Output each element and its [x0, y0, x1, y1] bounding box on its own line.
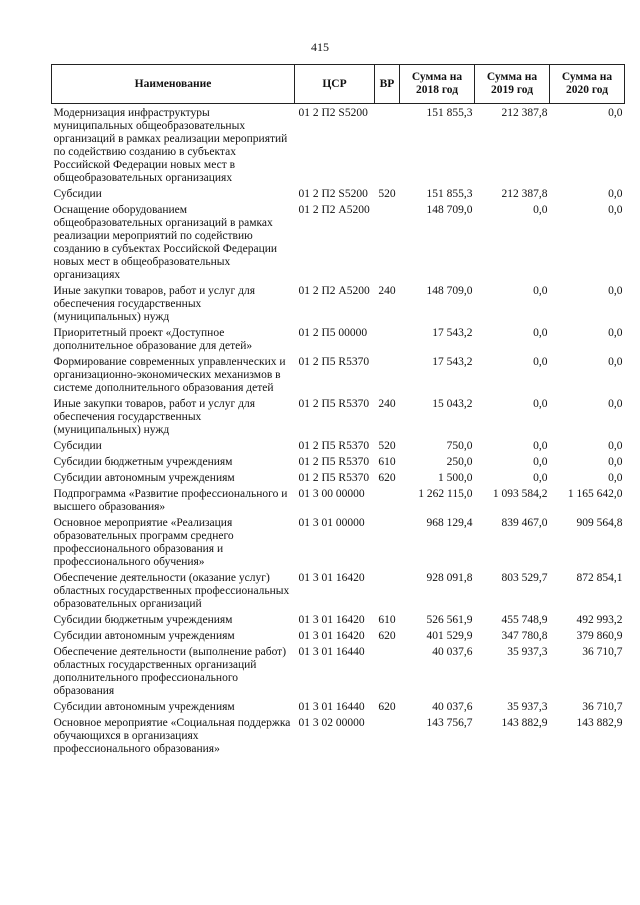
cell-sum-2020: 143 882,9 [576, 717, 623, 729]
cell-sum-2019: 0,0 [533, 327, 548, 339]
cell-name: Основное мероприятие «Социальная поддержка обучающихся в организациях профессионального образования» [53, 717, 291, 755]
cell-sum-2018: 151 855,3 [426, 188, 473, 200]
cell-sum-2020: 379 860,9 [576, 630, 623, 642]
cell-name: Обеспечение деятельности (выполнение работ) областных государственных организаций дополнительного профессионального образования [53, 646, 287, 697]
cell-name: Субсидии автономным учреждениям [53, 701, 235, 713]
cell-sum-2020: 0,0 [608, 472, 623, 484]
table-row [52, 472, 625, 488]
cell-sum-2020: 1 165 642,0 [567, 488, 623, 500]
cell-name: Субсидии бюджетным учреждениям [53, 456, 233, 468]
header-name: Наименование [52, 65, 295, 104]
cell-sum-2019: 803 529,7 [501, 572, 548, 584]
cell-sum-2019: 1 093 584,2 [492, 488, 548, 500]
cell-csr: 01 2 П5 R5370 [298, 356, 370, 368]
cell-vr: 610 [378, 456, 396, 468]
cell-name: Иные закупки товаров, работ и услуг для обеспечения государственных (муниципальных) нужд [53, 285, 255, 323]
cell-csr: 01 2 П2 S5200 [298, 107, 368, 119]
cell-vr: 240 [378, 398, 396, 410]
budget-table [51, 64, 625, 759]
cell-sum-2018: 40 037,6 [432, 646, 473, 658]
cell-sum-2019: 212 387,8 [501, 107, 548, 119]
cell-sum-2019: 0,0 [533, 440, 548, 452]
cell-vr [375, 356, 400, 398]
cell-sum-2019: 35 937,3 [507, 701, 548, 713]
cell-name: Приоритетный проект «Доступное дополнительное образование для детей» [53, 327, 253, 352]
cell-sum-2018: 1 500,0 [438, 472, 473, 484]
cell-csr: 01 3 01 00000 [298, 517, 365, 529]
cell-csr: 01 3 00 00000 [298, 488, 365, 500]
header-sum-2019: Сумма на 2019 год [475, 65, 550, 104]
table-row [52, 398, 625, 440]
cell-vr [375, 204, 400, 285]
cell-vr [375, 517, 400, 572]
table-row [52, 327, 625, 356]
table-row [52, 630, 625, 646]
cell-sum-2019: 0,0 [533, 398, 548, 410]
cell-vr [375, 488, 400, 517]
table-body [52, 104, 625, 760]
table-row [52, 356, 625, 398]
cell-sum-2019: 0,0 [533, 356, 548, 368]
cell-sum-2018: 40 037,6 [432, 701, 473, 713]
table-row [52, 488, 625, 517]
header-vr: ВР [375, 65, 400, 104]
header-sum-2020: Сумма на 2020 год [550, 65, 625, 104]
cell-sum-2020: 0,0 [608, 456, 623, 468]
cell-sum-2018: 526 561,9 [426, 614, 473, 626]
table-row [52, 614, 625, 630]
cell-name: Субсидии [53, 188, 102, 200]
cell-sum-2020: 872 854,1 [576, 572, 623, 584]
cell-sum-2019: 455 748,9 [501, 614, 548, 626]
cell-sum-2018: 148 709,0 [426, 285, 473, 297]
cell-csr: 01 2 П5 R5370 [298, 398, 370, 410]
cell-sum-2020: 909 564,8 [576, 517, 623, 529]
cell-vr: 620 [378, 701, 396, 713]
table-header [52, 65, 625, 104]
page-number: 415 [311, 40, 329, 54]
cell-vr [375, 646, 400, 701]
cell-sum-2018: 17 543,2 [432, 356, 473, 368]
cell-csr: 01 3 01 16420 [298, 572, 365, 584]
cell-csr: 01 2 П5 R5370 [298, 472, 370, 484]
cell-sum-2019: 143 882,9 [501, 717, 548, 729]
cell-vr [375, 572, 400, 614]
cell-csr: 01 2 П5 R5370 [298, 440, 370, 452]
cell-vr [375, 327, 400, 356]
cell-vr: 620 [378, 630, 396, 642]
header-sum-2018: Сумма на 2018 год [400, 65, 475, 104]
cell-sum-2018: 968 129,4 [426, 517, 473, 529]
cell-csr: 01 2 П5 00000 [298, 327, 368, 339]
cell-sum-2018: 928 091,8 [426, 572, 473, 584]
cell-sum-2019: 839 467,0 [501, 517, 548, 529]
cell-name: Субсидии [53, 440, 102, 452]
cell-sum-2019: 0,0 [533, 204, 548, 216]
table-row [52, 440, 625, 456]
cell-name: Модернизация инфраструктуры муниципальных общеобразовательных организаций в рамках реализации мероприятий по содействию созданию в субъектах Российской Федерации новых мест в общеобразовательных организациях [53, 107, 288, 184]
cell-vr: 240 [378, 285, 396, 297]
cell-sum-2018: 250,0 [446, 456, 473, 468]
cell-sum-2019: 0,0 [533, 472, 548, 484]
cell-name: Иные закупки товаров, работ и услуг для обеспечения государственных (муниципальных) нужд [53, 398, 255, 436]
cell-sum-2019: 35 937,3 [507, 646, 548, 658]
cell-vr [375, 104, 400, 189]
cell-name: Оснащение оборудованием общеобразовательных организаций в рамках реализации мероприятий по содействию созданию в субъектах Российской Федерации новых мест в общеобразовательных организациях [53, 204, 278, 281]
cell-sum-2020: 0,0 [608, 327, 623, 339]
cell-csr: 01 2 П2 А5200 [298, 204, 370, 216]
cell-sum-2020: 0,0 [608, 398, 623, 410]
cell-vr: 520 [378, 188, 396, 200]
cell-vr: 620 [378, 472, 396, 484]
table-row [52, 701, 625, 717]
cell-sum-2020: 0,0 [608, 356, 623, 368]
cell-csr: 01 3 01 16440 [298, 701, 365, 713]
table-row [52, 104, 625, 189]
cell-csr: 01 2 П2 А5200 [298, 285, 370, 297]
cell-sum-2020: 0,0 [608, 188, 623, 200]
table-row [52, 285, 625, 327]
cell-name: Субсидии автономным учреждениям [53, 472, 235, 484]
table-row [52, 456, 625, 472]
cell-sum-2020: 0,0 [608, 440, 623, 452]
cell-name: Подпрограмма «Развитие профессионального и высшего образования» [53, 488, 288, 513]
cell-sum-2019: 347 780,8 [501, 630, 548, 642]
cell-vr: 610 [378, 614, 396, 626]
cell-name: Субсидии бюджетным учреждениям [53, 614, 233, 626]
cell-name: Основное мероприятие «Реализация образовательных программ среднего профессионального образования и профессионального обучения» [53, 517, 234, 568]
cell-vr: 520 [378, 440, 396, 452]
cell-vr [375, 717, 400, 759]
cell-name: Обеспечение деятельности (оказание услуг) областных государственных профессиональных образовательных организаций [53, 572, 290, 610]
cell-name: Формирование современных управленческих и организационно-экономических механизмов в системе дополнительного образования детей [53, 356, 286, 394]
cell-sum-2019: 0,0 [533, 285, 548, 297]
cell-sum-2018: 148 709,0 [426, 204, 473, 216]
cell-sum-2020: 36 710,7 [582, 646, 623, 658]
table-row [52, 517, 625, 572]
cell-name: Субсидии автономным учреждениям [53, 630, 235, 642]
cell-sum-2018: 1 262 115,0 [418, 488, 473, 500]
cell-sum-2018: 15 043,2 [432, 398, 473, 410]
cell-csr: 01 3 01 16440 [298, 646, 365, 658]
cell-sum-2020: 0,0 [608, 285, 623, 297]
cell-sum-2020: 0,0 [608, 107, 623, 119]
table-row [52, 188, 625, 204]
table-row [52, 204, 625, 285]
cell-sum-2018: 750,0 [446, 440, 473, 452]
cell-sum-2018: 401 529,9 [426, 630, 473, 642]
cell-sum-2020: 36 710,7 [582, 701, 623, 713]
table-row [52, 717, 625, 759]
cell-sum-2019: 212 387,8 [501, 188, 548, 200]
cell-sum-2018: 151 855,3 [426, 107, 473, 119]
cell-csr: 01 3 01 16420 [298, 614, 365, 626]
cell-sum-2020: 492 993,2 [576, 614, 623, 626]
cell-csr: 01 2 П5 R5370 [298, 456, 370, 468]
cell-sum-2018: 17 543,2 [432, 327, 473, 339]
cell-csr: 01 2 П2 S5200 [298, 188, 368, 200]
table-row [52, 572, 625, 614]
cell-sum-2020: 0,0 [608, 204, 623, 216]
cell-csr: 01 3 02 00000 [298, 717, 365, 729]
header-csr: ЦСР [295, 65, 375, 104]
cell-sum-2019: 0,0 [533, 456, 548, 468]
cell-csr: 01 3 01 16420 [298, 630, 365, 642]
table-row [52, 646, 625, 701]
cell-sum-2018: 143 756,7 [426, 717, 473, 729]
